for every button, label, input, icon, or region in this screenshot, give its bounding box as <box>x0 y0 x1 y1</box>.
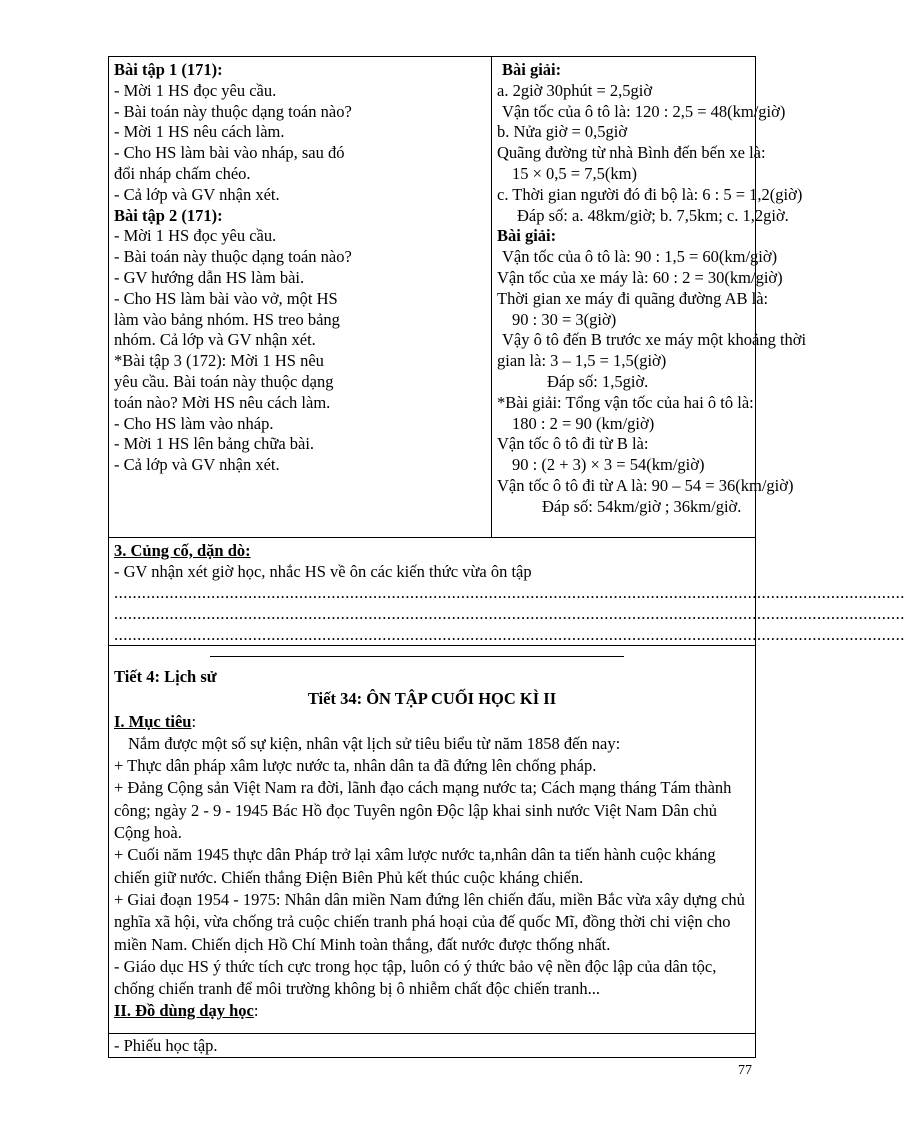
solution-line: 15 × 0,5 = 7,5(km) <box>512 163 637 183</box>
section-3 <box>114 540 905 645</box>
objectives-colon: : <box>191 711 197 731</box>
solution-line: gian là: 3 – 1,5 = 1,5(giờ) <box>497 351 667 371</box>
row-divider <box>109 537 755 538</box>
activity-line: - Mời 1 HS lên bảng chữa bài. <box>114 434 315 454</box>
activity-line: đổi nháp chấm chéo. <box>114 163 251 183</box>
activity-line: *Bài tập 3 (172): Mời 1 HS nêu <box>114 351 324 371</box>
materials-heading-row <box>114 1000 750 1022</box>
activity-line: - Bài toán này thuộc dạng toán nào? <box>114 101 352 121</box>
objective-paragraph: + Cuối năm 1945 thực dân Pháp trở lại xâm lược nước ta,nhân dân ta tiến hành cuộc kháng chiến giữ nước. Chiến thắng Điện Biên Phủ kết thúc cuộc kháng chiến. <box>114 845 716 887</box>
activity-line: Bài tập 2 (171): <box>114 205 223 225</box>
objectives-heading-row <box>114 711 750 733</box>
activity-line: - Bài toán này thuộc dạng toán nào? <box>114 247 352 267</box>
page-number: 77 <box>738 1063 752 1078</box>
section-3-heading: 3. Củng cố, dặn dò: <box>114 541 251 560</box>
objective-paragraph: Nắm được một số sự kiện, nhân vật lịch sử tiêu biểu từ năm 1858 đến nay: <box>128 733 621 753</box>
activity-line: nhóm. Cả lớp và GV nhận xét. <box>114 330 316 350</box>
row-divider <box>109 645 755 646</box>
materials-item: - Phiếu học tập. <box>114 1036 218 1055</box>
dotted-line: ........................................................................................................................................................................... <box>114 625 905 644</box>
solution-line: Vận tốc của ô tô là: 120 : 2,5 = 48(km/giờ) <box>502 101 786 121</box>
solution-line: 90 : 30 = 3(giờ) <box>512 309 617 329</box>
solution-line: b. Nửa giờ = 0,5giờ <box>497 122 628 142</box>
objectives-list <box>114 733 750 1001</box>
solution-line: Vận tốc ô tô đi từ B là: <box>497 434 649 454</box>
column-divider <box>491 57 492 537</box>
activity-line: làm vào bảng nhóm. HS treo bảng <box>114 309 340 329</box>
solution-line: Vận tốc của ô tô là: 90 : 1,5 = 60(km/giờ) <box>502 247 778 267</box>
objectives-heading: I. Mục tiêu <box>114 711 192 731</box>
activity-line: - Cho HS làm bài vào vở, một HS <box>114 288 338 308</box>
lesson-title: Tiết 34: ÔN TẬP CUỐI HỌC KÌ II <box>307 689 557 709</box>
activity-line: yêu cầu. Bài toán này thuộc dạng <box>114 371 334 391</box>
activity-line: - Cả lớp và GV nhận xét. <box>114 455 280 475</box>
history-lesson <box>114 666 750 1023</box>
solution-line: Vậy ô tô đến B trước xe máy một khoảng thời <box>502 330 807 350</box>
student-solutions-column <box>497 60 807 518</box>
lesson-period: Tiết 4: Lịch sử <box>114 667 217 686</box>
solution-line: Đáp số: 54km/giờ ; 36km/giờ. <box>542 496 742 516</box>
teacher-activities-column <box>114 60 486 476</box>
activity-line: - Cả lớp và GV nhận xét. <box>114 184 280 204</box>
solution-line: 180 : 2 = 90 (km/giờ) <box>512 413 655 433</box>
solution-line: *Bài giải: Tổng vận tốc của hai ô tô là: <box>497 392 754 412</box>
solution-line: Quãng đường từ nhà Bình đến bến xe là: <box>497 143 766 163</box>
solution-line: Thời gian xe máy đi quãng đường AB là: <box>497 288 769 308</box>
solution-line: Đáp số: 1,5giờ. <box>547 371 649 391</box>
solution-line: Bài giải: <box>502 60 562 79</box>
solution-line: Vận tốc của xe máy là: 60 : 2 = 30(km/giờ) <box>497 267 783 287</box>
solution-line: Vận tốc ô tô đi từ A là: 90 – 54 = 36(km/giờ) <box>497 475 794 495</box>
solution-line: Bài giải: <box>497 226 557 246</box>
lesson-plan-frame <box>108 56 905 1058</box>
activity-line: - Mời 1 HS đọc yêu cầu. <box>114 226 277 246</box>
solution-line: Đáp số: a. 48km/giờ; b. 7,5km; c. 1,2giờ. <box>517 205 789 225</box>
objective-paragraph: - Giáo dục HS ý thức tích cực trong học tập, luôn có ý thức bảo vệ nền độc lập của dân tộc, chống chiến tranh để môi trường không bị ô nhiễm chất độc chiến tranh... <box>114 956 717 999</box>
solution-line: a. 2giờ 30phút = 2,5giờ <box>497 80 653 100</box>
materials-colon: : <box>253 1001 259 1021</box>
activity-line: - Mời 1 HS nêu cách làm. <box>114 122 285 142</box>
activity-line: - Mời 1 HS đọc yêu cầu. <box>114 80 277 100</box>
section-3-text: - GV nhận xét giờ học, nhắc HS về ôn các kiến thức vừa ôn tập <box>114 562 532 581</box>
activity-line: - GV hướng dẫn HS làm bài. <box>114 267 305 287</box>
materials-heading: II. Đồ dùng dạy học <box>114 1001 254 1021</box>
activity-line: Bài tập 1 (171): <box>114 60 223 79</box>
row-divider <box>109 1033 755 1034</box>
objective-paragraph: + Đảng Cộng sản Việt Nam ra đời, lãnh đạo cách mạng nước ta; Cách mạng tháng Tám thành công; ngày 2 - 9 - 1945 Bác Hồ đọc Tuyên ngôn Độc lập khai sinh nước Việt Nam Dân chủ Cộng hoà. <box>114 778 732 843</box>
activity-line: - Cho HS làm bài vào nháp, sau đó <box>114 143 345 163</box>
activity-line: toán nào? Mời HS nêu cách làm. <box>114 392 331 412</box>
objective-paragraph: + Thực dân pháp xâm lược nước ta, nhân dân ta đã đứng lên chống pháp. <box>114 756 597 776</box>
separator-rule <box>210 656 624 657</box>
solution-line: 90 : (2 + 3) × 3 = 54(km/giờ) <box>512 455 705 475</box>
dotted-line: ........................................................................................................................................................................... <box>114 583 905 602</box>
dotted-line: ........................................................................................................................................................................... <box>114 604 905 623</box>
activity-line: - Cho HS làm vào nháp. <box>114 413 274 433</box>
solution-line: c. Thời gian người đó đi bộ là: 6 : 5 = 1,2(giờ) <box>497 184 803 204</box>
objective-paragraph: + Giai đoạn 1954 - 1975: Nhân dân miền Nam đứng lên chiến đấu, miền Bắc vừa xây dựng chủ nghĩa xã hội, vừa chống trả cuộc chiến tranh phá hoại của đế quốc Mĩ, đồng thời chi viện cho miền Nam. Chiến dịch Hồ Chí Minh toàn thắng, đất nước được thống nhất. <box>114 889 745 954</box>
